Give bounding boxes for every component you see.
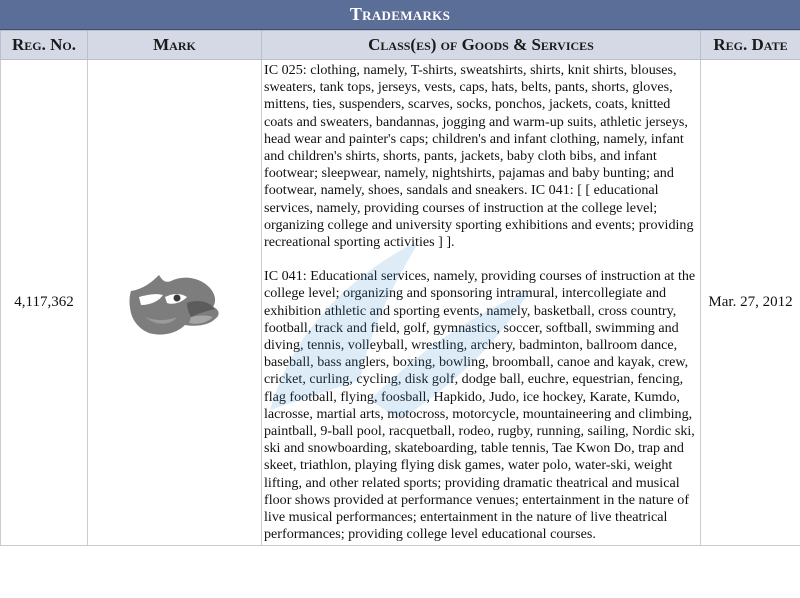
section-title: Trademarks [0,0,800,30]
header-row [1,31,800,60]
reg-date-cell: Mar. 27, 2012 [701,60,800,546]
class-text-ic025: IC 025: clothing, namely, T-shirts, sweatshirts, shirts, knit shirts, blouses, sweaters, tank tops, jerseys, vests, caps, hats, belts, pants, shorts, gloves, mittens, ties, suspenders, scarves, socks, ponchos, jackets, coats, knitted coats and sweaters, bandannas, jogging and warm-up suits, athletic jerseys, head wear and painter's caps; children's and infant clothing, namely, infant and children's shirts, shorts, pants, jackets, baby cloth bibs, and infant footwear; sleepwear, namely, nightshirts, pajamas and baby bunting; and footwear, namely, shoes, sandals and sneakers. IC 041: [ [ educational services, namely, providing courses of instruction at the college level; organizing college and university sporting exhibitions and events; providing recreational sporting activities ] ]. [264,62,694,251]
trademarks-table [0,30,800,546]
class-text-ic041: IC 041: Educational services, namely, providing courses of instruction at the college level; organizing and sponsoring intramural, intercollegiate and exhibition athletic and sporting events, namely, basketball, cross country, football, track and field, golf, gymnastics, soccer, softball, swimming and diving, tennis, volleyball, wrestling, archery, badminton, ballroom dance, baseball, bass anglers, boxing, bowling, broomball, canoe and kayak, crew, cricket, curling, cycling, disk golf, dodge ball, euchre, equestrian, fencing, flag football, flying, foosball, Hapkido, Judo, ice hockey, Karate, Kumdo, lacrosse, martial arts, motocross, motorcycle, mountaineering and climbing, paintball, 9-ball pool, racquetball, rodeo, rugby, running, sailing, Nordic ski, ski and snowboarding, skateboarding, table tennis, Tae Kwon Do, trap and skeet, triathlon, playing flying disk games, water polo, water-ski, weight lifting, and other related sports; providing dramatic theatrical and musical floor shows provided at performance venues; entertainment in the nature of live musical performances; entertainment in the nature of live theatrical performances; providing college level educational courses. [264,268,696,543]
reg-no-header: Reg. No. [1,31,88,60]
mark-header: Mark [88,31,262,60]
reg-date-header: Reg. Date [701,31,800,60]
reg-no-cell: 4,117,362 [1,60,88,546]
table-row [1,60,800,546]
cardinal-bird-head-logo-icon [125,267,225,339]
classes-header: Class(es) of Goods & Services [262,31,701,60]
classes-cell [262,60,701,546]
mark-cell [88,60,262,546]
